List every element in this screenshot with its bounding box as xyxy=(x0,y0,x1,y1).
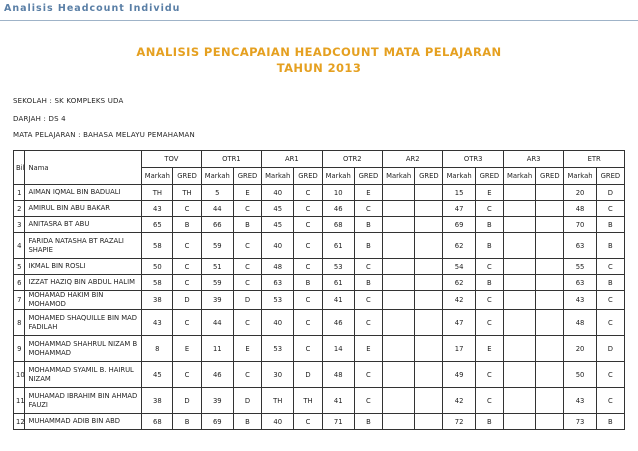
cell-nama: MOHAMMAD SYAMIL B. HAIRUL NIZAM xyxy=(25,362,142,388)
cell-nama: MUHAMAD IBRAHIM BIN AHMAD FAUZI xyxy=(25,388,142,414)
col-header-markah: Markah xyxy=(262,168,294,185)
cell-gred xyxy=(536,336,564,362)
cell-nama: MUHAMMAD ADIB BIN ABD xyxy=(25,414,142,430)
cell-markah xyxy=(503,310,535,336)
cell-gred: D xyxy=(596,336,624,362)
cell-markah: 48 xyxy=(322,362,354,388)
cell-gred: C xyxy=(596,310,624,336)
cell-gred: C xyxy=(294,310,322,336)
cell-gred: C xyxy=(475,388,503,414)
cell-markah: 43 xyxy=(564,388,596,414)
cell-markah: 45 xyxy=(262,217,294,233)
cell-gred xyxy=(415,201,443,217)
cell-markah: 69 xyxy=(201,414,233,430)
cell-markah: 42 xyxy=(443,388,475,414)
cell-markah: 38 xyxy=(142,291,173,310)
cell-gred: C xyxy=(294,291,322,310)
cell-gred: B xyxy=(475,217,503,233)
cell-gred: E xyxy=(475,185,503,201)
col-group-ar1: AR1 xyxy=(262,151,322,168)
table-row xyxy=(14,291,625,310)
cell-gred: C xyxy=(596,388,624,414)
cell-markah xyxy=(383,388,415,414)
cell-gred: C xyxy=(233,259,261,275)
cell-markah: 40 xyxy=(262,185,294,201)
cell-markah: 30 xyxy=(262,362,294,388)
col-header-markah: Markah xyxy=(503,168,535,185)
cell-gred: C xyxy=(354,291,382,310)
cell-markah: 65 xyxy=(142,217,173,233)
cell-gred: E xyxy=(233,185,261,201)
table-row xyxy=(14,201,625,217)
cell-gred: C xyxy=(233,310,261,336)
cell-gred xyxy=(536,233,564,259)
cell-nama: IZZAT HAZIQ BIN ABDUL HALIM xyxy=(25,275,142,291)
cell-gred: C xyxy=(294,201,322,217)
cell-gred xyxy=(536,310,564,336)
cell-gred xyxy=(415,388,443,414)
cell-markah: 45 xyxy=(142,362,173,388)
cell-gred: C xyxy=(173,233,201,259)
cell-nama: IKMAL BIN ROSLI xyxy=(25,259,142,275)
cell-gred xyxy=(415,233,443,259)
cell-bil: 12 xyxy=(14,414,25,430)
col-group-ar3: AR3 xyxy=(503,151,563,168)
col-header-markah: Markah xyxy=(322,168,354,185)
cell-gred xyxy=(536,275,564,291)
cell-markah: 62 xyxy=(443,233,475,259)
cell-bil: 7 xyxy=(14,291,25,310)
cell-markah: 48 xyxy=(564,201,596,217)
cell-gred: D xyxy=(233,388,261,414)
cell-gred: C xyxy=(173,259,201,275)
cell-gred xyxy=(415,310,443,336)
cell-gred: D xyxy=(596,185,624,201)
cell-markah: 50 xyxy=(564,362,596,388)
page-title xyxy=(0,44,638,76)
cell-bil: 5 xyxy=(14,259,25,275)
col-group-otr3: OTR3 xyxy=(443,151,503,168)
cell-markah: 72 xyxy=(443,414,475,430)
cell-markah: 55 xyxy=(564,259,596,275)
cell-gred: E xyxy=(173,336,201,362)
cell-markah: 46 xyxy=(322,310,354,336)
cell-gred: C xyxy=(294,185,322,201)
cell-gred: C xyxy=(354,388,382,414)
cell-markah: 53 xyxy=(322,259,354,275)
col-header-gred: GRED xyxy=(536,168,564,185)
cell-markah: 63 xyxy=(564,275,596,291)
cell-gred: B xyxy=(294,275,322,291)
cell-markah: 41 xyxy=(322,291,354,310)
col-group-ar2: AR2 xyxy=(383,151,443,168)
cell-gred: C xyxy=(233,362,261,388)
cell-markah: 39 xyxy=(201,291,233,310)
cell-gred: C xyxy=(354,362,382,388)
cell-markah xyxy=(383,201,415,217)
cell-markah xyxy=(383,291,415,310)
cell-markah: 14 xyxy=(322,336,354,362)
col-header-gred: GRED xyxy=(415,168,443,185)
cell-gred xyxy=(536,388,564,414)
table-row xyxy=(14,259,625,275)
cell-markah xyxy=(503,388,535,414)
cell-nama: MOHAMMAD SHAHRUL NIZAM B MOHAMMAD xyxy=(25,336,142,362)
cell-gred: C xyxy=(233,275,261,291)
cell-gred xyxy=(415,185,443,201)
cell-bil: 8 xyxy=(14,310,25,336)
cell-markah: 51 xyxy=(201,259,233,275)
col-header-markah: Markah xyxy=(201,168,233,185)
cell-markah xyxy=(503,185,535,201)
cell-markah xyxy=(503,275,535,291)
cell-markah: 48 xyxy=(564,310,596,336)
cell-gred: C xyxy=(294,259,322,275)
cell-bil: 1 xyxy=(14,185,25,201)
cell-gred: C xyxy=(294,414,322,430)
cell-bil: 11 xyxy=(14,388,25,414)
cell-markah: 61 xyxy=(322,233,354,259)
cell-markah xyxy=(383,362,415,388)
cell-markah xyxy=(383,259,415,275)
cell-gred: B xyxy=(233,414,261,430)
cell-gred: C xyxy=(173,310,201,336)
cell-gred: C xyxy=(233,233,261,259)
cell-markah: 39 xyxy=(201,388,233,414)
info-mata-pelajaran: MATA PELAJARAN : BAHASA MELAYU PEMAHAMAN xyxy=(13,131,195,139)
cell-gred: C xyxy=(294,233,322,259)
cell-nama: AIMAN IQMAL BIN BADUALI xyxy=(25,185,142,201)
cell-gred: C xyxy=(354,201,382,217)
col-header-markah: Markah xyxy=(383,168,415,185)
cell-markah: 44 xyxy=(201,310,233,336)
table-row xyxy=(14,336,625,362)
cell-gred: B xyxy=(475,233,503,259)
cell-bil: 9 xyxy=(14,336,25,362)
cell-nama: AMIRUL BIN ABU BAKAR xyxy=(25,201,142,217)
cell-nama: MOHAMED SHAQUILLE BIN MAD FADILAH xyxy=(25,310,142,336)
cell-markah: 44 xyxy=(201,201,233,217)
cell-gred: E xyxy=(354,336,382,362)
cell-gred: C xyxy=(354,310,382,336)
cell-markah: 54 xyxy=(443,259,475,275)
cell-gred: C xyxy=(294,336,322,362)
cell-markah: 17 xyxy=(443,336,475,362)
cell-markah xyxy=(503,291,535,310)
col-group-otr2: OTR2 xyxy=(322,151,382,168)
cell-gred xyxy=(536,201,564,217)
cell-markah: 40 xyxy=(262,233,294,259)
cell-gred: B xyxy=(596,275,624,291)
col-header-bil: Bil xyxy=(14,151,25,185)
cell-markah: 45 xyxy=(262,201,294,217)
col-header-nama: Nama xyxy=(25,151,142,185)
cell-markah: 69 xyxy=(443,217,475,233)
cell-markah xyxy=(503,414,535,430)
cell-markah xyxy=(503,217,535,233)
cell-nama: FARIDA NATASHA BT RAZALI SHAPIE xyxy=(25,233,142,259)
col-header-gred: GRED xyxy=(294,168,322,185)
cell-bil: 2 xyxy=(14,201,25,217)
col-group-tov: TOV xyxy=(142,151,201,168)
cell-gred: B xyxy=(354,414,382,430)
cell-gred: E xyxy=(354,185,382,201)
cell-markah: 38 xyxy=(142,388,173,414)
cell-markah: 42 xyxy=(443,291,475,310)
cell-gred: C xyxy=(596,201,624,217)
cell-bil: 6 xyxy=(14,275,25,291)
cell-gred: C xyxy=(475,259,503,275)
col-header-gred: GRED xyxy=(596,168,624,185)
col-header-markah: Markah xyxy=(443,168,475,185)
cell-markah: 47 xyxy=(443,310,475,336)
cell-gred xyxy=(415,414,443,430)
cell-gred: TH xyxy=(294,388,322,414)
table-row xyxy=(14,233,625,259)
cell-gred: B xyxy=(475,275,503,291)
cell-markah: 47 xyxy=(443,201,475,217)
cell-markah xyxy=(383,275,415,291)
cell-bil: 3 xyxy=(14,217,25,233)
col-header-markah: Markah xyxy=(142,168,173,185)
cell-gred: C xyxy=(173,201,201,217)
cell-markah: 58 xyxy=(142,233,173,259)
col-header-gred: GRED xyxy=(233,168,261,185)
cell-nama: ANITASRA BT ABU xyxy=(25,217,142,233)
page-title-line1: ANALISIS PENCAPAIAN HEADCOUNT MATA PELAJARAN xyxy=(136,45,502,59)
cell-markah: 63 xyxy=(564,233,596,259)
cell-gred: B xyxy=(596,217,624,233)
cell-gred: B xyxy=(173,217,201,233)
cell-markah: 53 xyxy=(262,291,294,310)
col-header-markah: Markah xyxy=(564,168,596,185)
cell-gred: B xyxy=(354,275,382,291)
cell-gred: C xyxy=(596,362,624,388)
col-group-otr1: OTR1 xyxy=(201,151,261,168)
cell-markah: 46 xyxy=(201,362,233,388)
cell-markah xyxy=(503,362,535,388)
cell-gred: C xyxy=(596,291,624,310)
cell-gred: B xyxy=(596,414,624,430)
cell-gred: TH xyxy=(173,185,201,201)
headcount-table xyxy=(13,150,625,430)
cell-markah: 43 xyxy=(142,201,173,217)
cell-markah: 43 xyxy=(142,310,173,336)
cell-gred: D xyxy=(233,291,261,310)
cell-gred: D xyxy=(173,291,201,310)
cell-gred: D xyxy=(294,362,322,388)
cell-gred: C xyxy=(596,259,624,275)
cell-markah: 73 xyxy=(564,414,596,430)
table-row xyxy=(14,414,625,430)
cell-nama: MOHAMAD HAKIM BIN MOHAMOD xyxy=(25,291,142,310)
cell-gred xyxy=(536,185,564,201)
cell-gred: C xyxy=(475,291,503,310)
cell-markah: 50 xyxy=(142,259,173,275)
cell-markah: 43 xyxy=(564,291,596,310)
cell-gred xyxy=(415,291,443,310)
cell-markah: 11 xyxy=(201,336,233,362)
table-row xyxy=(14,310,625,336)
cell-gred xyxy=(536,414,564,430)
cell-gred: B xyxy=(475,414,503,430)
cell-gred xyxy=(536,259,564,275)
cell-gred: C xyxy=(354,259,382,275)
info-darjah: DARJAH : DS 4 xyxy=(13,115,66,123)
cell-gred: C xyxy=(475,362,503,388)
cell-markah xyxy=(383,414,415,430)
cell-markah: 59 xyxy=(201,275,233,291)
cell-markah: 49 xyxy=(443,362,475,388)
cell-markah: 48 xyxy=(262,259,294,275)
cell-markah xyxy=(503,233,535,259)
cell-markah xyxy=(383,217,415,233)
cell-markah xyxy=(383,336,415,362)
cell-markah: 71 xyxy=(322,414,354,430)
cell-markah: 63 xyxy=(262,275,294,291)
cell-markah: TH xyxy=(142,185,173,201)
cell-gred: B xyxy=(596,233,624,259)
cell-gred: B xyxy=(173,414,201,430)
cell-gred: B xyxy=(233,217,261,233)
cell-markah xyxy=(503,201,535,217)
cell-gred xyxy=(415,217,443,233)
cell-gred: C xyxy=(173,275,201,291)
cell-gred xyxy=(415,275,443,291)
cell-gred: C xyxy=(475,310,503,336)
header-bar xyxy=(0,0,638,20)
cell-markah xyxy=(383,233,415,259)
cell-markah: 61 xyxy=(322,275,354,291)
table-row xyxy=(14,362,625,388)
cell-gred xyxy=(536,217,564,233)
table-body xyxy=(14,185,625,430)
cell-markah: 41 xyxy=(322,388,354,414)
cell-markah: 59 xyxy=(201,233,233,259)
cell-gred xyxy=(536,362,564,388)
cell-markah: 20 xyxy=(564,185,596,201)
cell-markah xyxy=(383,185,415,201)
table-row xyxy=(14,217,625,233)
header-title: Analisis Headcount Individu xyxy=(4,3,181,14)
cell-markah: 10 xyxy=(322,185,354,201)
table-row xyxy=(14,275,625,291)
info-sekolah: SEKOLAH : SK KOMPLEKS UDA xyxy=(13,97,124,105)
col-group-etr: ETR xyxy=(564,151,625,168)
cell-gred: D xyxy=(173,388,201,414)
cell-gred: C xyxy=(173,362,201,388)
cell-gred xyxy=(536,291,564,310)
cell-gred: E xyxy=(233,336,261,362)
cell-gred: B xyxy=(354,217,382,233)
cell-markah: TH xyxy=(262,388,294,414)
cell-markah: 62 xyxy=(443,275,475,291)
cell-gred: E xyxy=(475,336,503,362)
cell-markah xyxy=(383,310,415,336)
cell-markah: 40 xyxy=(262,310,294,336)
cell-gred xyxy=(415,259,443,275)
cell-gred xyxy=(415,362,443,388)
table-row xyxy=(14,185,625,201)
cell-gred xyxy=(415,336,443,362)
cell-markah: 40 xyxy=(262,414,294,430)
cell-markah: 66 xyxy=(201,217,233,233)
table-row xyxy=(14,388,625,414)
cell-markah: 53 xyxy=(262,336,294,362)
cell-markah: 68 xyxy=(322,217,354,233)
cell-markah: 70 xyxy=(564,217,596,233)
cell-markah: 5 xyxy=(201,185,233,201)
cell-bil: 10 xyxy=(14,362,25,388)
page-title-line2: TAHUN 2013 xyxy=(276,61,362,75)
cell-gred: C xyxy=(233,201,261,217)
col-header-gred: GRED xyxy=(475,168,503,185)
col-header-gred: GRED xyxy=(354,168,382,185)
cell-markah: 15 xyxy=(443,185,475,201)
cell-markah: 58 xyxy=(142,275,173,291)
cell-bil: 4 xyxy=(14,233,25,259)
cell-markah: 8 xyxy=(142,336,173,362)
cell-gred: C xyxy=(475,201,503,217)
cell-gred: B xyxy=(354,233,382,259)
cell-markah xyxy=(503,259,535,275)
col-header-gred: GRED xyxy=(173,168,201,185)
cell-markah: 68 xyxy=(142,414,173,430)
header-divider xyxy=(0,20,638,21)
cell-markah xyxy=(503,336,535,362)
cell-gred: C xyxy=(294,217,322,233)
cell-markah: 46 xyxy=(322,201,354,217)
cell-markah: 20 xyxy=(564,336,596,362)
